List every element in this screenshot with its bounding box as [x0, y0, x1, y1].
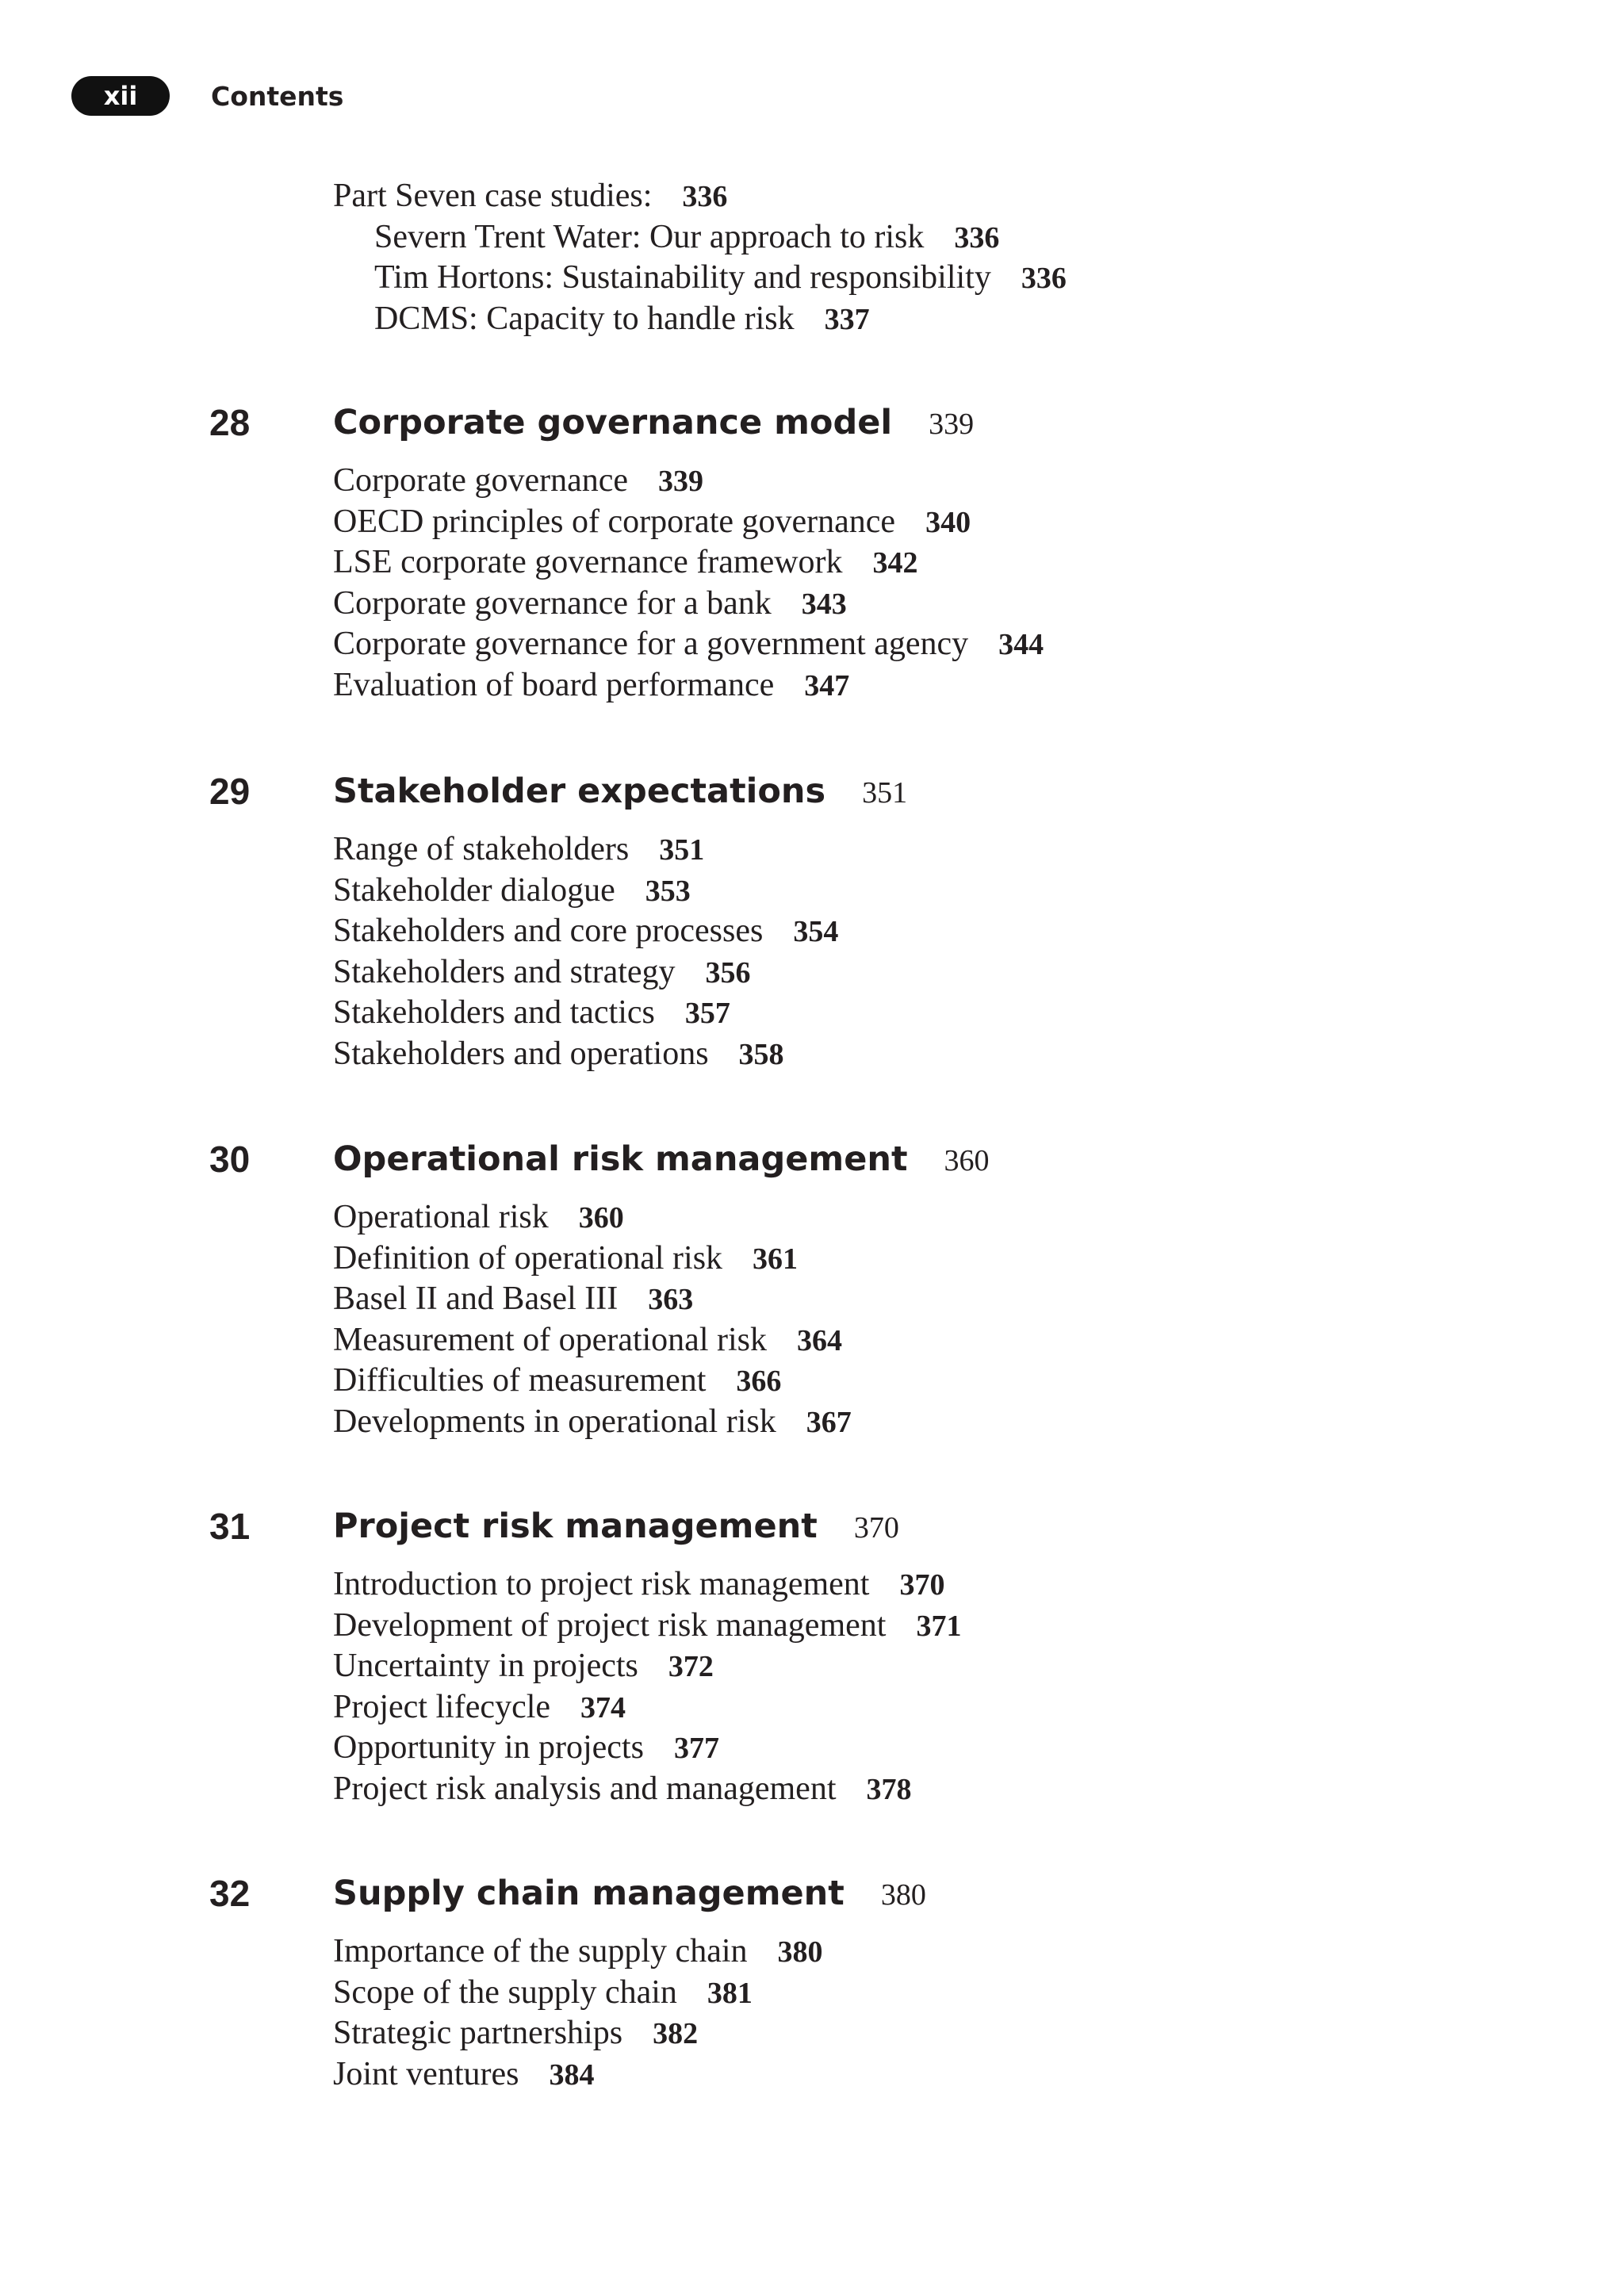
chapter-title: Stakeholder expectations [333, 771, 826, 811]
toc-entry[interactable] [333, 2054, 823, 2096]
chapter-title: Corporate governance model [333, 403, 893, 442]
toc-entry[interactable] [333, 1361, 852, 1402]
toc-entry-label: Developments in operational risk [333, 1403, 776, 1440]
toc-entry[interactable] [333, 871, 838, 912]
toc-entry-list [333, 1931, 823, 2095]
toc-entry-page: 343 [801, 587, 847, 621]
toc-entry-label: Difficulties of measurement [333, 1362, 707, 1399]
toc-entry[interactable] [333, 952, 838, 993]
toc-entry[interactable] [333, 1402, 852, 1443]
toc-entry-list [333, 461, 1044, 706]
toc-entry-label: Stakeholders and tactics [333, 994, 655, 1031]
toc-entry-label: Opportunity in projects [333, 1729, 644, 1766]
toc-entry-page: 370 [899, 1568, 945, 1602]
toc-entry-page: 356 [705, 955, 751, 990]
toc-entry-page: 354 [793, 915, 839, 948]
toc-entry-label: Evaluation of board performance [333, 666, 775, 703]
toc-entry-label: Corporate governance [333, 462, 628, 499]
toc-entry-page: 342 [872, 546, 918, 580]
toc-entry[interactable] [333, 1034, 838, 1075]
toc-entry[interactable] [333, 584, 1044, 625]
toc-entry-label: Severn Trent Water: Our approach to risk [374, 218, 925, 255]
toc-entry-page: 358 [738, 1037, 784, 1071]
toc-entry-page: 366 [736, 1365, 782, 1398]
toc-entry-page: 380 [777, 1935, 823, 1969]
toc-entry-page: 344 [998, 628, 1044, 661]
toc-entry-page: 339 [658, 465, 703, 498]
toc-entry[interactable] [333, 911, 838, 952]
page-number-badge: xii [71, 76, 170, 116]
toc-entry-list [333, 1564, 961, 1809]
toc-entry-page: 378 [866, 1772, 912, 1806]
toc-entry-label: Uncertainty in projects [333, 1648, 638, 1684]
chapter-heading[interactable] [333, 1504, 899, 1556]
toc-entry-label: LSE corporate governance framework [333, 544, 843, 580]
toc-entry-label: Stakeholders and strategy [333, 953, 676, 990]
toc-entry[interactable] [333, 1238, 852, 1280]
toc-entry-page: 367 [806, 1405, 852, 1439]
toc-entry[interactable] [333, 1973, 823, 2014]
toc-entry-page: 374 [580, 1690, 626, 1725]
toc-entry[interactable] [333, 502, 1044, 543]
toc-entry-label: Range of stakeholders [333, 831, 630, 867]
chapter-number: 29 [209, 771, 251, 812]
chapter-page: 339 [929, 408, 975, 441]
chapter-title: Operational risk management [333, 1139, 908, 1179]
chapter-page: 360 [944, 1144, 990, 1177]
toc-entry-page: 353 [645, 874, 691, 908]
running-head [71, 76, 343, 116]
toc-entry[interactable] [333, 176, 1067, 217]
toc-entry-label: OECD principles of corporate governance [333, 503, 896, 540]
toc-entry[interactable] [333, 1320, 852, 1361]
toc-entry[interactable] [333, 829, 838, 871]
chapter-heading[interactable] [333, 1137, 990, 1189]
toc-entry-label: Operational risk [333, 1199, 549, 1235]
toc-entry-page: 372 [668, 1650, 714, 1683]
toc-entry-label: Corporate governance for a government agency [333, 626, 969, 662]
toc-entry-label: Introduction to project risk management [333, 1566, 870, 1602]
toc-entry-label: Joint ventures [333, 2055, 519, 2092]
chapter-number: 31 [209, 1506, 251, 1547]
toc-entry-label: Strategic partnerships [333, 2015, 623, 2051]
toc-entry-page: 347 [804, 668, 850, 702]
toc-entry-list [333, 176, 1067, 339]
toc-entry[interactable] [333, 1646, 961, 1687]
chapter-number: 32 [209, 1873, 251, 1914]
chapter-heading[interactable] [333, 769, 907, 821]
toc-entry-label: Stakeholders and core processes [333, 913, 764, 949]
toc-entry-page: 336 [682, 180, 728, 213]
toc-entry-page: 384 [549, 2058, 595, 2092]
toc-entry-label: Basel II and Basel III [333, 1280, 619, 1317]
toc-entry-page: 381 [707, 1976, 753, 2010]
chapter-page: 370 [853, 1511, 899, 1545]
toc-entry-page: 363 [648, 1283, 694, 1316]
toc-entry-label: Scope of the supply chain [333, 1973, 677, 2011]
chapter-title: Supply chain management [333, 1874, 845, 1913]
toc-entry[interactable] [333, 993, 838, 1034]
chapter-title: Project risk management [333, 1506, 818, 1546]
toc-entry[interactable] [333, 665, 1044, 706]
toc-entry-label: DCMS: Capacity to handle risk [374, 300, 795, 337]
toc-entry-list [333, 829, 838, 1074]
toc-entry[interactable] [333, 1728, 961, 1769]
toc-entry-page: 377 [673, 1732, 719, 1765]
toc-entry[interactable] [333, 258, 1067, 299]
chapter-heading[interactable] [333, 1871, 926, 1924]
chapter-heading[interactable] [333, 400, 974, 453]
toc-entry-label: Corporate governance for a bank [333, 584, 772, 622]
toc-entry[interactable] [333, 542, 1044, 584]
toc-entry-page: 336 [954, 220, 1000, 255]
toc-entry-page: 351 [659, 833, 705, 867]
toc-entry[interactable] [333, 1279, 852, 1320]
toc-entry-page: 337 [824, 302, 870, 336]
toc-entry-label: Definition of operational risk [333, 1239, 723, 1277]
toc-entry-page: 336 [1021, 262, 1067, 295]
toc-entry-label: Measurement of operational risk [333, 1321, 767, 1358]
toc-entry-label: Part Seven case studies: [333, 178, 653, 214]
toc-entry-label: Stakeholders and operations [333, 1035, 709, 1072]
toc-entry[interactable] [333, 299, 1067, 340]
toc-entry[interactable] [333, 217, 1067, 258]
toc-entry-page: 340 [925, 505, 971, 539]
toc-entry-list [333, 1197, 852, 1442]
toc-entry-label: Importance of the supply chain [333, 1933, 748, 1970]
toc-entry[interactable] [333, 624, 1044, 665]
toc-entry-page: 364 [796, 1323, 842, 1357]
chapter-page: 380 [880, 1878, 926, 1912]
chapter-page: 351 [862, 776, 908, 810]
toc-entry[interactable] [333, 1564, 961, 1606]
toc-entry-page: 357 [684, 997, 730, 1030]
toc-entry-page: 371 [916, 1609, 962, 1643]
toc-entry-page: 382 [653, 2017, 699, 2050]
toc-entry-label: Tim Hortons: Sustainability and responsibility [374, 259, 991, 296]
toc-entry[interactable] [333, 461, 1044, 502]
toc-entry[interactable] [333, 2013, 823, 2054]
toc-entry-page: 360 [578, 1201, 624, 1235]
running-head-title: Contents [211, 80, 344, 112]
toc-entry-label: Project lifecycle [333, 1688, 551, 1725]
toc-entry-label: Stakeholder dialogue [333, 871, 615, 909]
toc-entry[interactable] [333, 1769, 961, 1810]
chapter-number: 28 [209, 402, 251, 443]
toc-entry-label: Development of project risk management [333, 1606, 887, 1644]
toc-entry[interactable] [333, 1931, 823, 1973]
toc-entry[interactable] [333, 1606, 961, 1647]
toc-entry-label: Project risk analysis and management [333, 1770, 837, 1807]
chapter-number: 30 [209, 1139, 251, 1180]
toc-entry[interactable] [333, 1197, 852, 1238]
toc-entry[interactable] [333, 1687, 961, 1728]
toc-entry-page: 361 [753, 1242, 799, 1276]
